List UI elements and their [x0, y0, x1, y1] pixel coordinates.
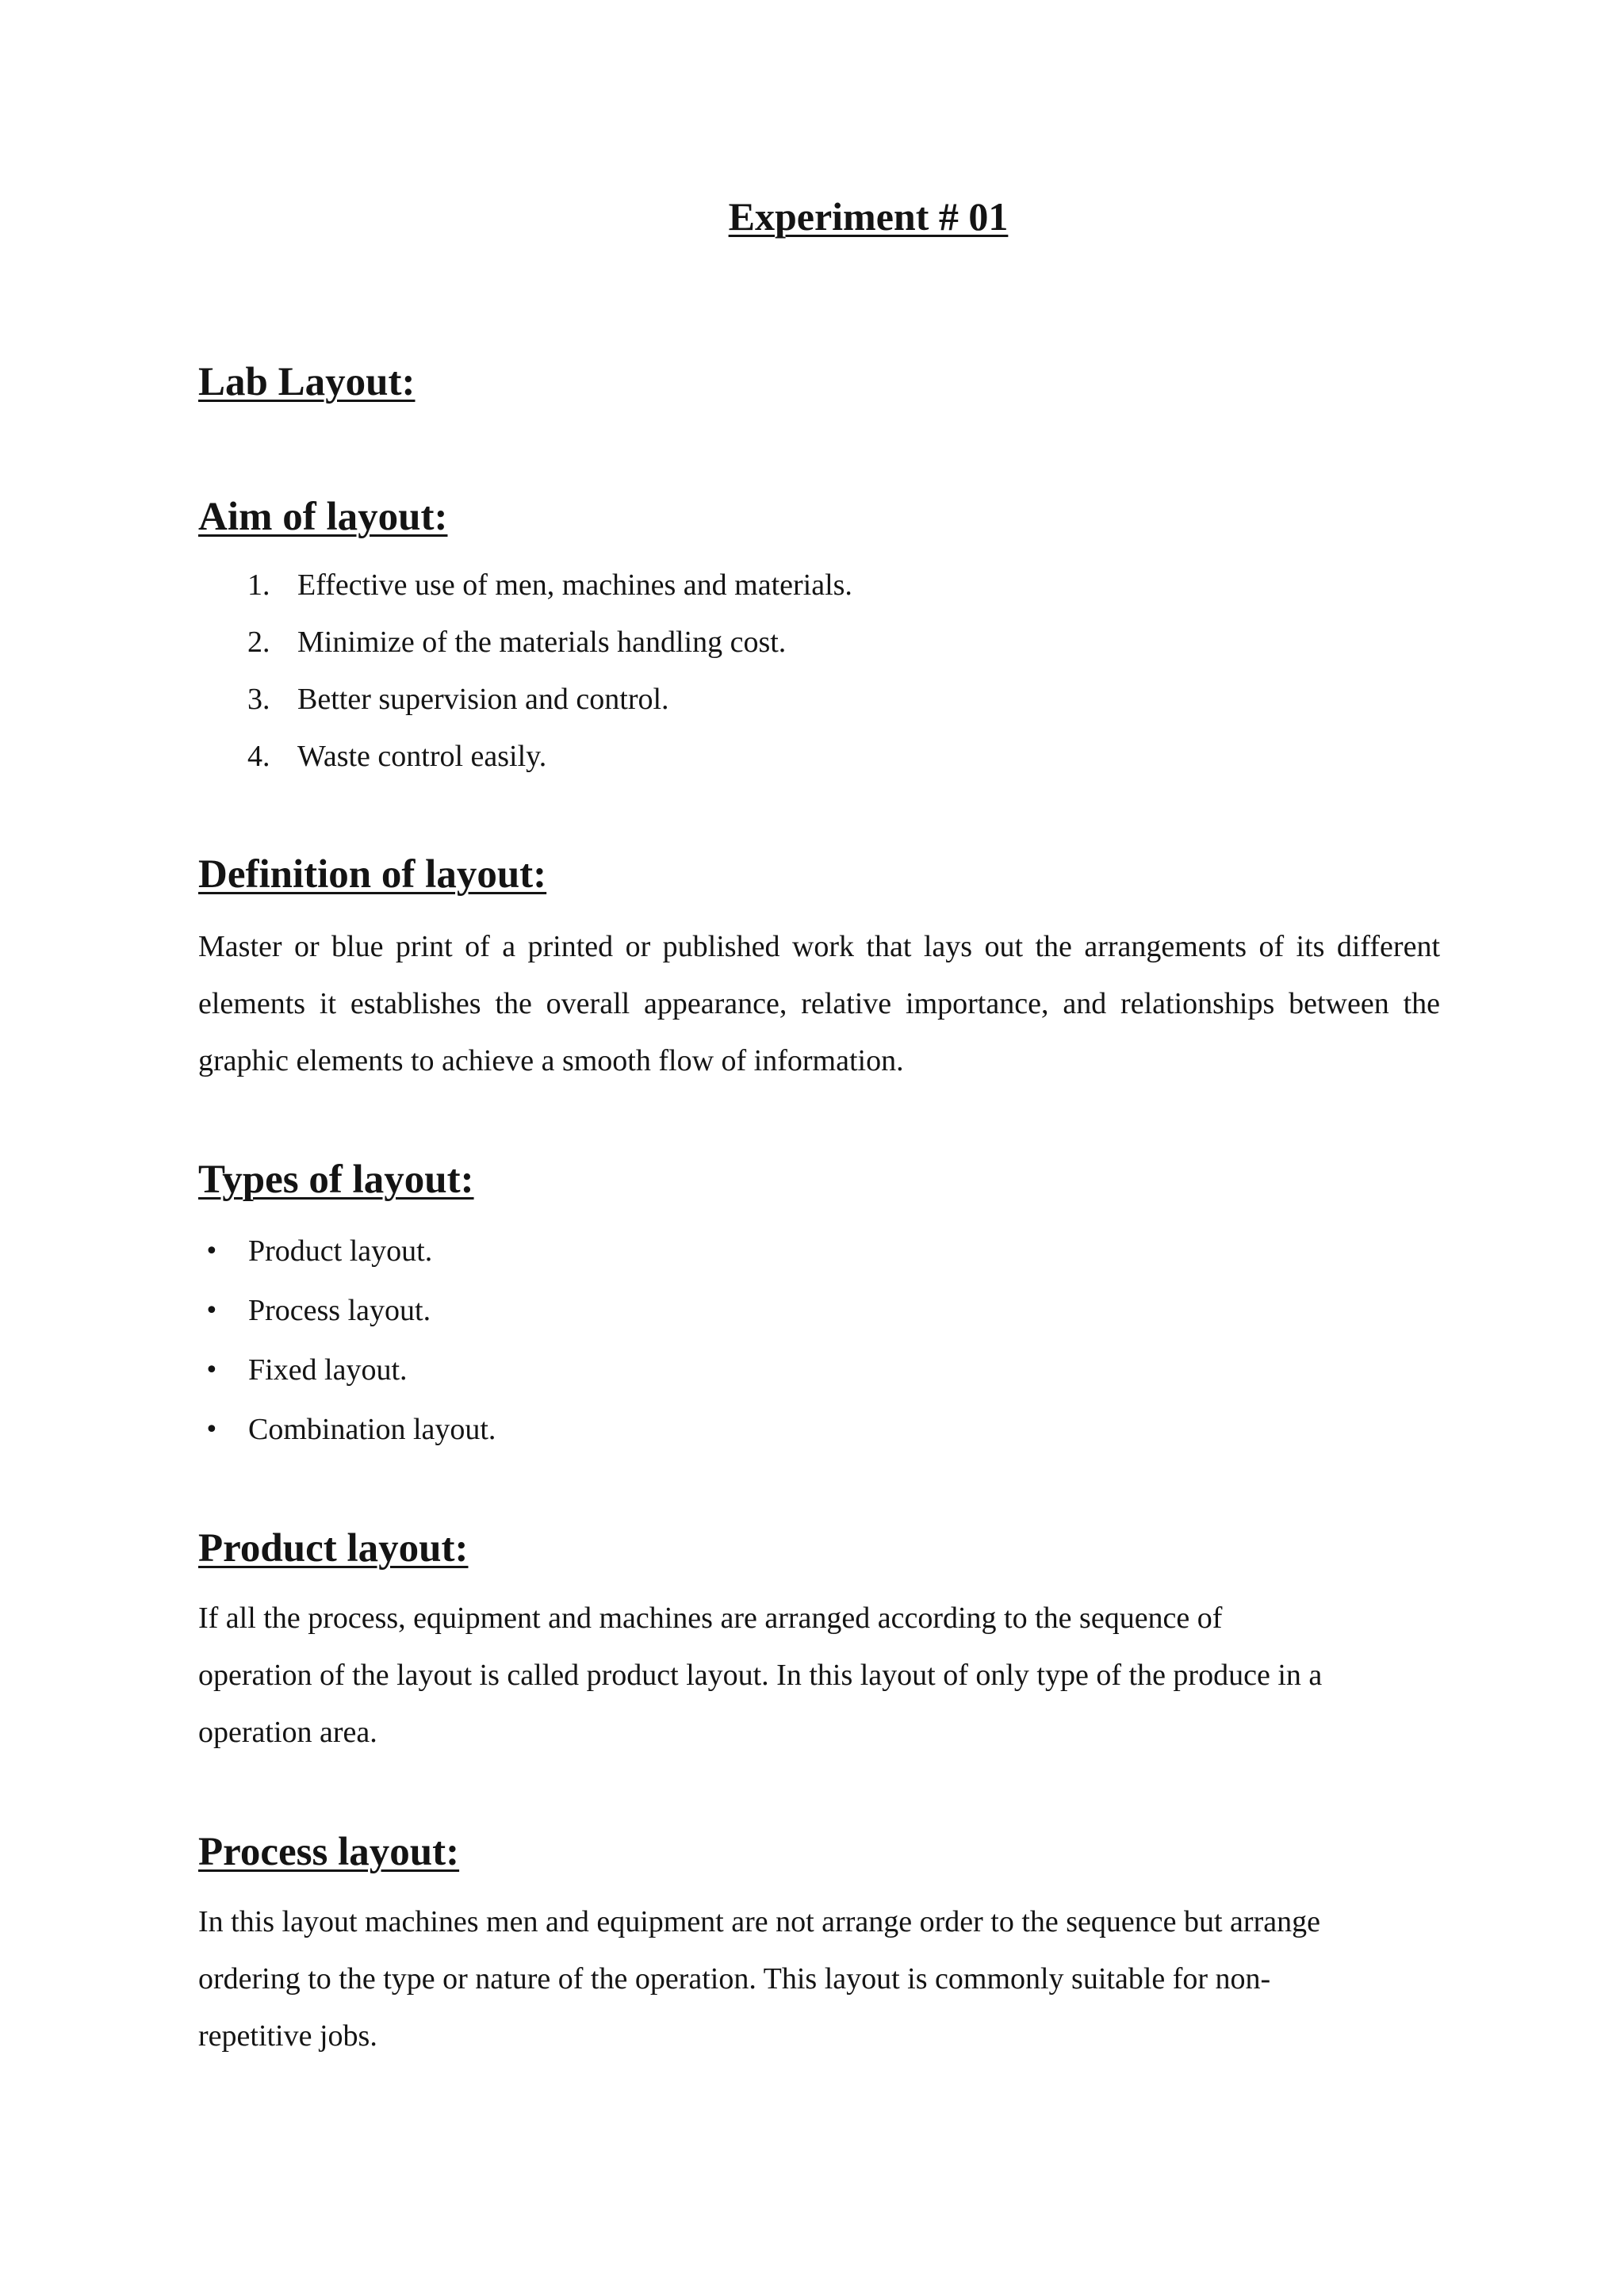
paragraph-line: operation of the layout is called product layout. In this layout of only type of the produce in a [198, 1659, 1323, 1692]
aim-item-number: 2. [247, 626, 270, 659]
aim-item-text: Better supervision and control. [297, 683, 669, 716]
definition-paragraph: Master or blue print of a printed or published work that lays out the arrangements of its different elements it establishes the overall appearance, relative importance, and relationships between the graphic elements to achieve a smooth flow of information. [198, 930, 1440, 1077]
types-item-text: Combination layout. [248, 1413, 496, 1446]
aim-item-number: 3. [247, 683, 270, 716]
process-layout-paragraph [198, 1893, 1440, 2064]
process-layout-heading: Process layout: [198, 1830, 460, 1874]
paragraph-line: If all the process, equipment and machines are arranged according to the sequence of [198, 1601, 1223, 1635]
bullet-icon: • [205, 1416, 219, 1444]
definition-heading: Definition of layout: [198, 852, 547, 897]
bullet-icon: • [205, 1238, 219, 1265]
types-list-item [198, 1222, 496, 1281]
aim-heading: Aim of layout: [198, 495, 448, 539]
aim-list-item [247, 728, 852, 785]
bullet-icon: • [205, 1357, 219, 1384]
types-item-text: Fixed layout. [248, 1353, 408, 1387]
paragraph-line: In this layout machines men and equipment are not arrange order to the sequence but arrange [198, 1905, 1320, 1938]
paragraph-line: ordering to the type or nature of the operation. This layout is commonly suitable for non- [198, 1962, 1271, 1996]
aim-list-item [247, 671, 852, 728]
types-list-item [198, 1281, 496, 1341]
product-layout-paragraph [198, 1590, 1440, 1761]
paragraph-line: repetitive jobs. [198, 2019, 377, 2053]
paragraph-line: operation area. [198, 1716, 377, 1749]
aim-item-text: Minimize of the materials handling cost. [297, 626, 787, 659]
product-layout-heading: Product layout: [198, 1526, 469, 1571]
lab-layout-heading: Lab Layout: [198, 360, 416, 404]
page-title: Experiment # 01 [728, 194, 1009, 239]
types-heading: Types of layout: [198, 1158, 474, 1202]
aim-item-number: 1. [247, 568, 270, 602]
aim-item-text: Effective use of men, machines and materials. [297, 568, 852, 602]
types-list [198, 1222, 496, 1460]
types-item-text: Product layout. [248, 1234, 433, 1268]
types-list-item [198, 1400, 496, 1460]
aim-list-item [247, 614, 852, 671]
aim-list [247, 557, 852, 785]
bullet-icon: • [205, 1297, 219, 1325]
aim-item-number: 4. [247, 740, 270, 773]
types-list-item [198, 1341, 496, 1400]
types-item-text: Process layout. [248, 1294, 431, 1327]
aim-item-text: Waste control easily. [297, 740, 547, 773]
aim-list-item [247, 557, 852, 614]
